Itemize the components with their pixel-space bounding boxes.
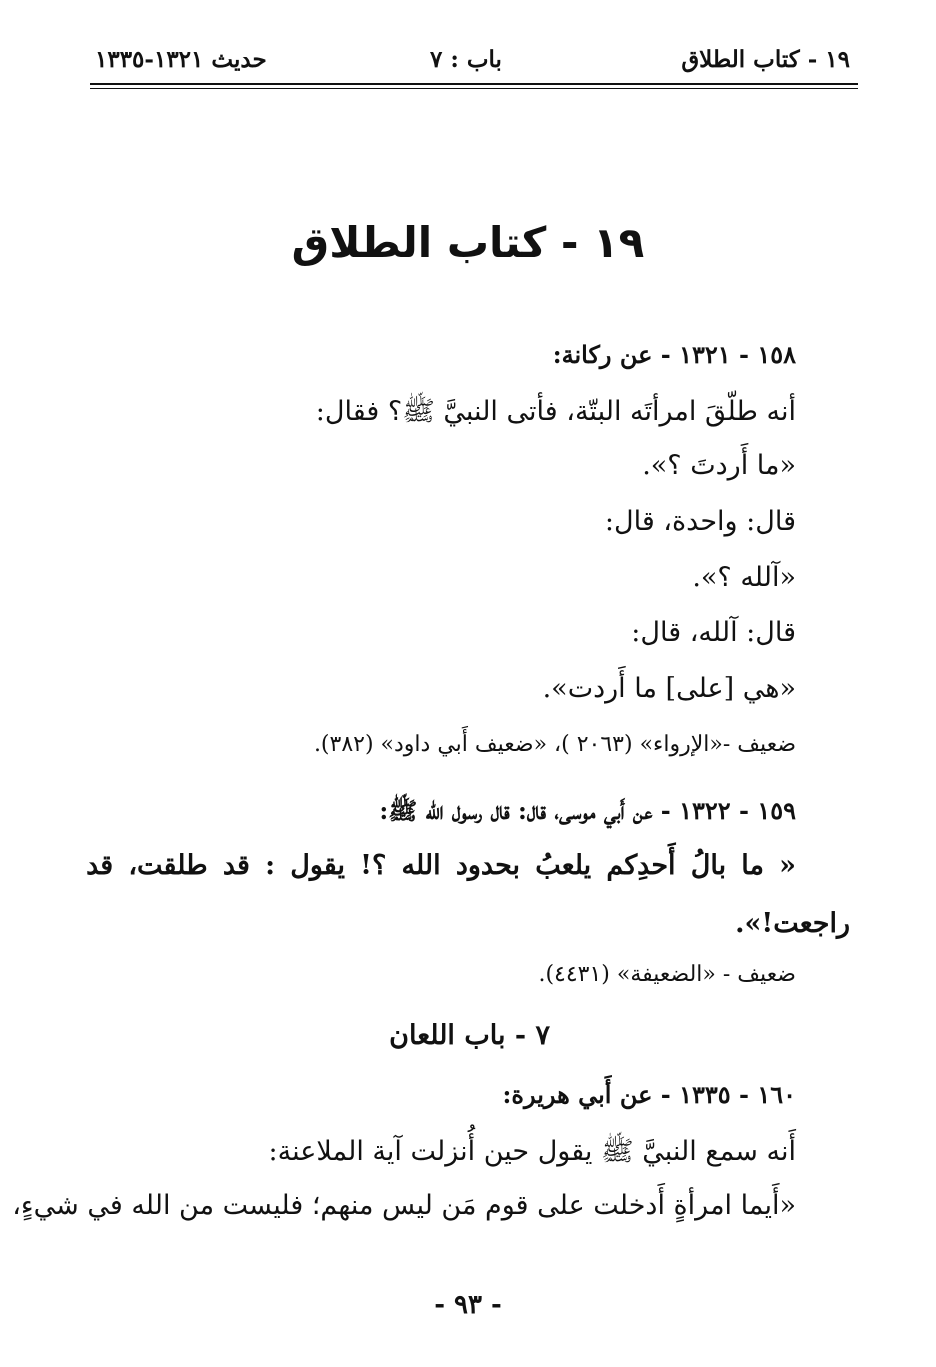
word: يقول <box>290 850 345 881</box>
hadith-159-intro: ١٥٩ - ١٣٢٢ - عن أَبي موسى، قال: قال رسول الله ﷺ: <box>379 796 796 825</box>
running-header-chapter: باب : ٧ <box>430 46 502 73</box>
hadith-160-line-1: أَنه سمع النبيَّ ﷺ يقول حين أُنزلت آية الملاعنة: <box>268 1136 796 1167</box>
header-rule-thin <box>90 88 858 89</box>
header-rule-thick <box>90 83 858 85</box>
word: ما <box>741 850 764 881</box>
word: أَحدِكم <box>606 850 676 881</box>
hadith-159-line-1 <box>86 850 796 881</box>
hadith-160-intro: ١٦٠ - ١٣٣٥ - عن أَبي هريرة: <box>502 1080 796 1109</box>
hadith-158-line-2: «ما أَردتَ ؟». <box>642 450 796 481</box>
hadith-158-line-4: «آلله ؟». <box>692 562 796 593</box>
page-number: - ٩٣ - <box>434 1290 502 1320</box>
hadith-158-intro: ١٥٨ - ١٣٢١ - عن ركانة: <box>552 340 796 369</box>
running-header-hadith-range: حديث ١٣٢١-١٣٣٥ <box>95 46 267 73</box>
hadith-158-line-5: قال: آلله، قال: <box>631 617 796 648</box>
book-title: ١٩ - كتاب الطلاق <box>291 218 645 267</box>
chapter-heading: ٧ - باب اللعان <box>389 1020 550 1051</box>
word: بحدود <box>455 850 521 881</box>
word: قد <box>86 850 114 881</box>
hadith-158-grade: ضعيف -«الإرواء» (٢٠٦٣ )، «ضعيف أَبي داود» (٣٨٢). <box>313 732 796 757</box>
word: : <box>265 850 276 881</box>
word: بالُ <box>690 850 727 881</box>
word: الله <box>401 850 441 881</box>
word: قد <box>222 850 250 881</box>
hadith-158-line-6: «هي [على] ما أَردت». <box>542 673 796 704</box>
hadith-158-line-3: قال: واحدة، قال: <box>604 506 796 537</box>
hadith-159-line-2: راجعت!». <box>735 908 850 939</box>
word: « <box>779 850 796 881</box>
word: طلقت، <box>128 850 208 881</box>
hadith-158-line-1: أنه طلّقَ امرأتَه البتّة، فأتى النبيَّ ﷺ؟ فقال: <box>315 396 796 427</box>
word: ؟! <box>360 850 387 881</box>
running-header-book: ١٩ - كتاب الطلاق <box>681 46 850 73</box>
word: يلعبُ <box>535 850 592 881</box>
hadith-159-grade: ضعيف - «الضعيفة» (٤٤٣١). <box>538 962 796 987</box>
hadith-160-line-2: «أَيما امرأةٍ أَدخلت على قوم مَن ليس منهم؛ فليست من الله في شيءٍ، <box>12 1190 796 1221</box>
